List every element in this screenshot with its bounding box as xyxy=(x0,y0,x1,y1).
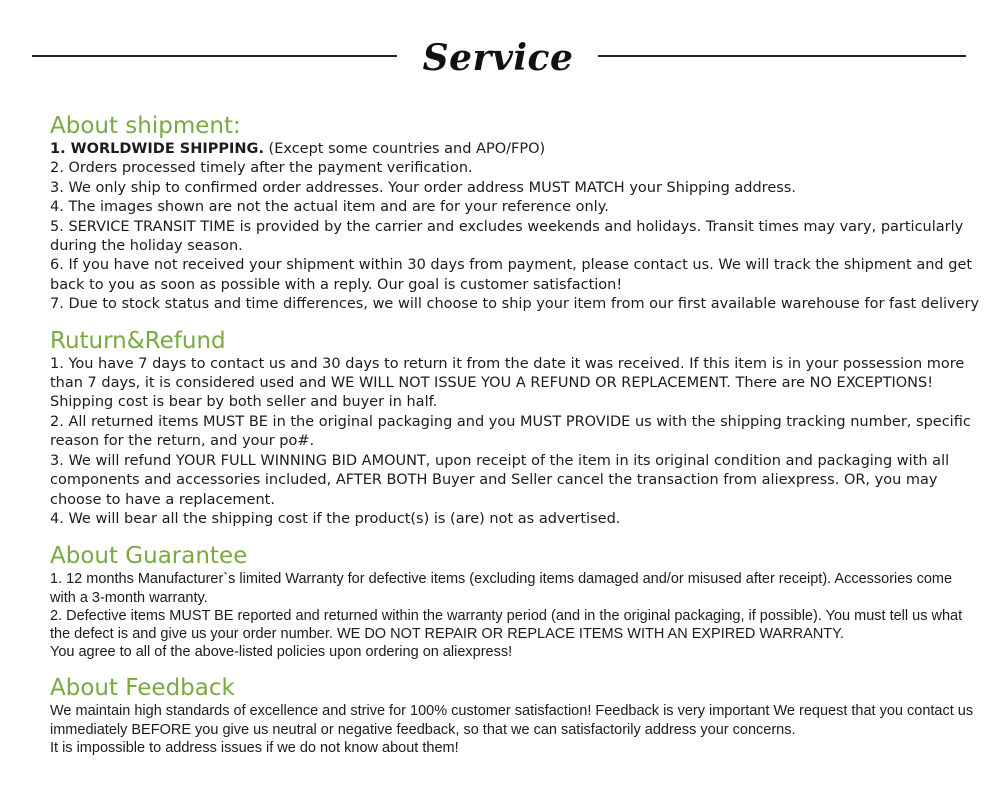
list-item-text: 3. We will refund YOUR FULL WINNING BID AMOUNT, upon receipt of the item in its original condition and packaging with all components and accessories included, AFTER BOTH Buyer and Seller cancel the transaction from aliexpress. OR, you may choose to have a replacement. xyxy=(50,452,950,508)
guarantee-heading: About Guarantee xyxy=(50,543,248,570)
guarantee-section xyxy=(50,542,980,661)
refund-list xyxy=(50,355,980,530)
list-item-text: 1. 12 months Manufacturer`s limited Warranty for defective items (excluding items damaged and/or misused after receipt). Accessories come with a 3-month warranty. xyxy=(50,571,953,606)
guarantee-list xyxy=(50,570,980,661)
page-title: Service xyxy=(422,37,574,79)
feedback-list xyxy=(50,702,980,757)
list-item-text: 2. Defective items MUST BE reported and returned within the warranty period (and in the original packaging, if possible). You must tell us what the defect is and give us your order number. WE DO NOT REPAIR OR REPLACE ITEMS WITH AN EXPIRED WARRANTY. xyxy=(50,607,963,642)
list-item xyxy=(50,452,980,510)
list-item-bold: 1. WORLDWIDE SHIPPING. xyxy=(50,141,264,157)
list-item xyxy=(50,607,980,643)
list-item-text: It is impossible to address issues if we do not know about them! xyxy=(50,739,459,756)
list-item xyxy=(50,140,980,159)
list-item xyxy=(50,702,980,738)
list-item-text: We maintain high standards of excellence and strive for 100% customer satisfaction! Feedback is very important We request that you contact us immediately BEFORE you give us neutral or negative feedback, so that we can satisfactorily address your concerns. xyxy=(50,703,974,738)
shipment-section xyxy=(50,112,980,315)
header-rule-left xyxy=(32,55,397,57)
page-header xyxy=(0,0,1000,100)
list-item xyxy=(50,198,980,217)
list-item xyxy=(50,159,980,178)
feedback-heading: About Feedback xyxy=(50,675,235,702)
list-item-text: 5. SERVICE TRANSIT TIME is provided by the carrier and excludes weekends and holidays. Transit times may vary, particularly during the holiday season. xyxy=(50,218,964,255)
header-rule-right xyxy=(598,55,966,57)
list-item xyxy=(50,643,980,661)
shipment-list xyxy=(50,140,980,315)
list-item-text: 7. Due to stock status and time differences, we will choose to ship your item from our first available warehouse for fast delivery xyxy=(50,296,980,313)
policy-content xyxy=(50,108,980,757)
feedback-section xyxy=(50,674,980,757)
list-item xyxy=(50,256,980,295)
list-item-text: 3. We only ship to confirmed order addresses. Your order address MUST MATCH your Shipping address. xyxy=(50,179,796,196)
list-item-text: 2. Orders processed timely after the payment verification. xyxy=(50,160,473,177)
list-item xyxy=(50,413,980,452)
list-item xyxy=(50,295,980,314)
list-item-text: 4. The images shown are not the actual item and are for your reference only. xyxy=(50,199,609,216)
list-item xyxy=(50,218,980,257)
list-item xyxy=(50,570,980,606)
list-item xyxy=(50,510,980,529)
list-item-text: 6. If you have not received your shipment within 30 days from payment, please contact us. We will track the shipment and get back to you as soon as possible with a reply. Our goal is customer satisfaction! xyxy=(50,257,973,293)
refund-section xyxy=(50,327,980,530)
list-item-text: You agree to all of the above-listed policies upon ordering on aliexpress! xyxy=(50,644,513,661)
shipment-heading: About shipment: xyxy=(50,113,241,139)
list-item-text: 2. All returned items MUST BE in the original packaging and you MUST PROVIDE us with the shipping tracking number, specific reason for the return, and your po#. xyxy=(50,413,971,450)
list-item xyxy=(50,739,980,757)
list-item xyxy=(50,355,980,413)
list-item xyxy=(50,179,980,198)
refund-heading: Ruturn&Refund xyxy=(50,327,226,354)
list-item-text: 1. You have 7 days to contact us and 30 days to return it from the date it was received. If this item is in your possession more than 7 days, it is considered used and WE WILL NOT ISSUE YOU A REFUND OR REPLACEMENT. There are NO EXCEPTIONS! Shipping cost is bear by both seller and buyer in half. xyxy=(50,355,965,411)
list-item-text: 4. We will bear all the shipping cost if the product(s) is (are) not as advertised. xyxy=(50,510,621,527)
list-item-text: (Except some countries and APO/FPO) xyxy=(263,141,546,157)
